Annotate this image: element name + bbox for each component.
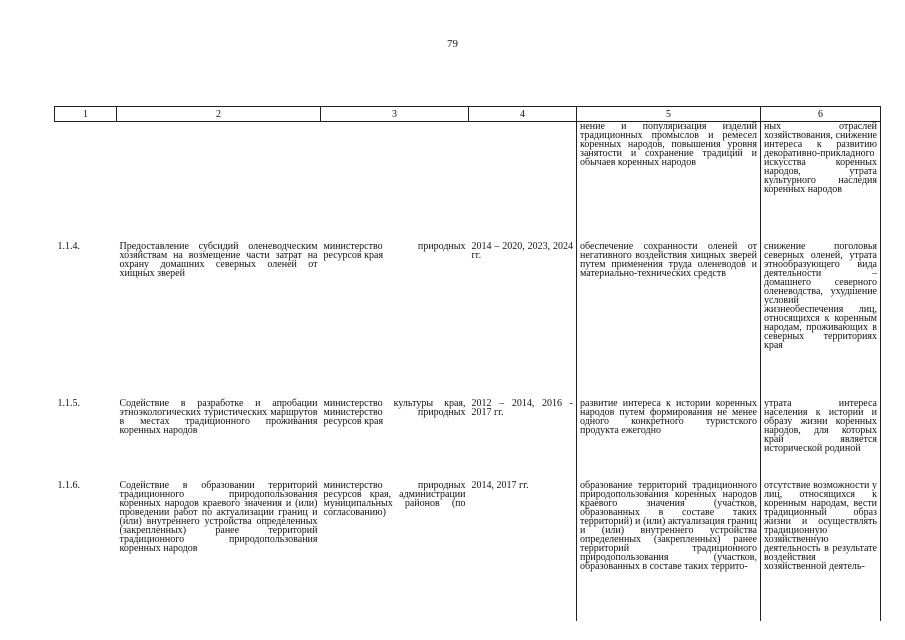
period: 2014 – 2020, 2023, 2024 гг. [471, 240, 573, 261]
expected-result: развитие интереса к истории коренных народов путем формирования не менее одного конкретного туристского продукта ежегодно [577, 399, 761, 481]
executor: министерство природных ресурсов края, администрации муниципальных районов (по согласованию) [323, 479, 466, 518]
consequence: снижение поголовья северных оленей, утрата этнообразующего вида деятельности – домашнего северного оленеводства, ухудшение условий жизнеобеспечения лиц, относящихся к коренным народам, проживающих в северных территориях края [761, 242, 881, 399]
table-row [55, 399, 881, 481]
table-row [55, 242, 881, 399]
measure-name: Содействие в разработке и апробации этноэкологических туристических маршрутов в местах традиционного проживания коренных народов [119, 397, 318, 436]
header-col-5: 5 [577, 107, 761, 122]
page-number: 79 [447, 38, 458, 50]
row-number [55, 122, 117, 242]
measure-name [117, 122, 321, 242]
consequence: отсутствие возможности у лиц, относящихся к коренным народам, вести традиционный образ жизни и осуществлять традиционную хозяйственную деятельность в результате воздействия хозяйственной деятель- [761, 481, 881, 621]
executor [321, 122, 469, 242]
header-col-1: 1 [55, 107, 117, 122]
row-number: 1.1.4. [57, 240, 80, 252]
measure-name: Предоставление субсидий оленеводческим хозяйствам на возмещение части затрат на охрану домашних северных оленей от хищных зверей [119, 240, 318, 279]
period [469, 122, 577, 242]
executor: министерство природных ресурсов края [323, 240, 466, 261]
consequence: ных отраслей хозяйствования, снижение интереса к развитию декоративно-прикладного искусства коренных народов, утрата культурного наследия коренных народов [761, 122, 881, 242]
row-number: 1.1.5. [57, 397, 80, 409]
table-row [55, 481, 881, 621]
period: 2014, 2017 гг. [471, 479, 529, 491]
measure-name: Содействие в образовании территорий традиционного природопользования коренных народов краевого значения и (или) проведении работ по актуализации границ и (или) внутреннего устройства определенных (закрепленных) ранее территорий традиционного природопользования коренных народов [119, 479, 318, 554]
header-col-6: 6 [761, 107, 881, 122]
header-col-2: 2 [117, 107, 321, 122]
program-table [54, 106, 881, 621]
header-col-4: 4 [469, 107, 577, 122]
header-col-3: 3 [321, 107, 469, 122]
header-row [55, 107, 881, 122]
table-row [55, 122, 881, 242]
consequence: утрата интереса населения к истории и образу жизни коренных народов, для которых край является исторической родиной [761, 399, 881, 481]
expected-result: обеспечение сохранности оленей от негативного воздействия хищных зверей путем применения труда оленеводов и материально-технических средств [577, 242, 761, 399]
row-number: 1.1.6. [57, 479, 80, 491]
period: 2012 – 2014, 2016 - 2017 гг. [471, 397, 573, 418]
executor: министерство культуры края, министерство природных ресурсов края [323, 397, 466, 427]
expected-result: нение и популяризация изделий традиционных промыслов и ремесел коренных народов, повышения уровня занятости и сохранение традиций и обычаев коренных народов [577, 122, 761, 242]
expected-result: образование территорий традиционного природопользования коренных народов краевого значения (участков, образованных в составе таких территорий) и (или) актуализация границ и (или) внутреннего устройства определенных (закрепленных) ранее территорий традиционного природопользования (участков, образованных в составе таких террито- [577, 481, 761, 621]
